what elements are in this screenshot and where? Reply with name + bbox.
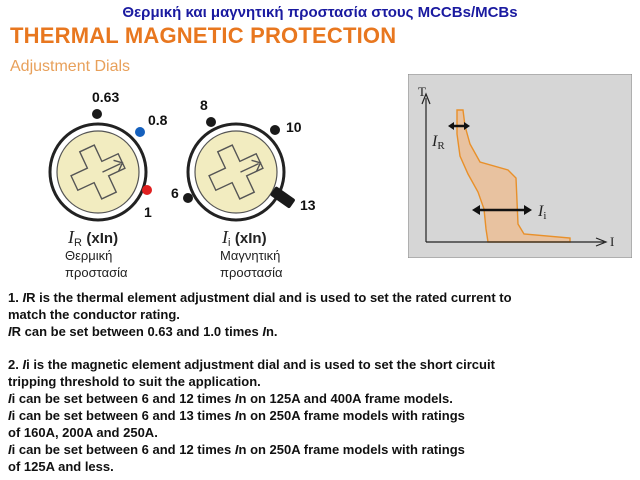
paragraph-2-line-7: of 125A and less. — [8, 459, 114, 474]
magnetic-label-8: 8 — [200, 97, 208, 113]
thermal-dot-063 — [92, 109, 102, 119]
thermal-dot-08 — [135, 127, 145, 137]
thermal-label-1: 1 — [144, 204, 152, 220]
graph-ii-label: Ii — [538, 203, 547, 222]
magnetic-dot-8 — [206, 117, 216, 127]
paragraph-2-line-4: Ii can be set between 6 and 13 times In on 250A frame models with ratings — [8, 408, 465, 423]
paragraph-2-line-2: tripping threshold to suit the application. — [8, 374, 261, 389]
thermal-label-08: 0.8 — [148, 112, 168, 128]
subtitle: Adjustment Dials — [10, 58, 131, 75]
magnetic-dot-10 — [270, 125, 280, 135]
graph-ir-label: IR — [432, 133, 445, 152]
paragraph-2-line-3: Ii can be set between 6 and 12 times In on 125A and 400A frame models. — [8, 391, 453, 406]
magnetic-label-10: 10 — [286, 119, 302, 135]
body-text — [8, 289, 636, 475]
thermal-greek-caption: Θερμική προστασία — [65, 248, 128, 280]
paragraph-1-line-1: 1. IR is the thermal element adjustment dial and is used to set the rated current to — [8, 290, 512, 305]
thermal-dot-1 — [142, 185, 152, 195]
paragraph-1-line-2: match the conductor rating. — [8, 307, 180, 322]
graph-x-label: I — [610, 234, 615, 249]
magnetic-dot-6 — [183, 193, 193, 203]
magnetic-label-6: 6 — [171, 185, 179, 201]
paragraph-2-line-1: 2. Ii is the magnetic element adjustment dial and is used to set the short circuit — [8, 357, 495, 372]
magnetic-greek-caption: Μαγνητική προστασία — [220, 248, 283, 280]
greek-page-title: Θερμική και μαγνητική προστασία στους MCCBs/MCBs — [122, 4, 518, 21]
main-title: THERMAL MAGNETIC PROTECTION — [10, 23, 397, 48]
thermal-dial[interactable] — [50, 89, 168, 220]
adjustment-dials — [40, 80, 340, 230]
magnetic-dial-caption: $I_i$ (xIn) — [222, 227, 267, 249]
paragraph-2-line-6: Ii can be set between 6 and 12 times In on 250A frame models with ratings — [8, 442, 465, 457]
thermal-label-063: 0.63 — [92, 89, 120, 105]
magnetic-dial[interactable] — [171, 97, 316, 220]
thermal-dial-caption: $I_R$ (xIn) — [68, 227, 119, 249]
paragraph-2-line-5: of 160A, 200A and 250A. — [8, 425, 158, 440]
paragraph-1-line-3: IR can be set between 0.63 and 1.0 times In. — [8, 324, 278, 339]
magnetic-label-13: 13 — [300, 197, 316, 213]
trip-curve-graph — [408, 74, 632, 258]
graph-y-label: T — [418, 84, 426, 99]
